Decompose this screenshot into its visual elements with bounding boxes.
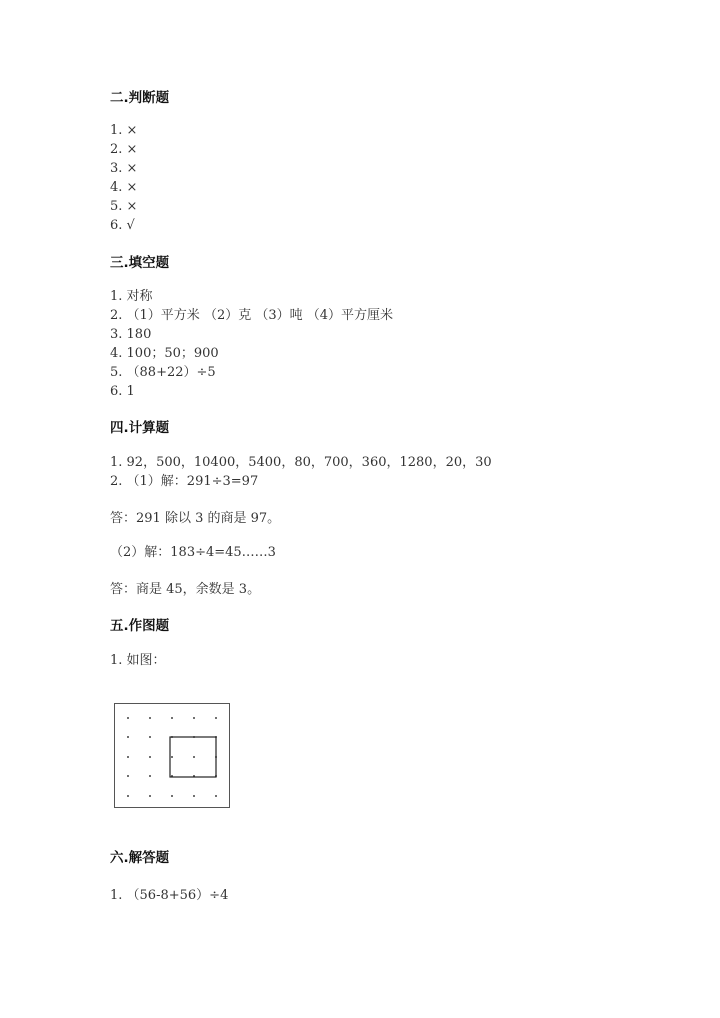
- answer-line: 1. 92，500，10400，5400，80，700，360，1280，20，30: [110, 455, 492, 470]
- grid-dot: [193, 717, 195, 719]
- answer-line: 2. （1）平方米 （2）克 （3）吨 （4）平方厘米: [110, 308, 394, 323]
- answer-line: 答：商是 45，余数是 3。: [110, 582, 261, 597]
- grid-dot: [171, 795, 173, 797]
- grid-dot: [171, 717, 173, 719]
- answer-line: 1. 对称: [110, 289, 153, 304]
- grid-dot: [149, 736, 151, 738]
- grid-dots: [127, 717, 217, 797]
- grid-dot: [193, 756, 195, 758]
- heading-fill-blank: 三.填空题: [110, 255, 170, 271]
- grid-dot: [127, 736, 129, 738]
- answer-line: 5. （88+22）÷5: [110, 365, 216, 380]
- grid-dot: [193, 795, 195, 797]
- heading-drawing: 五.作图题: [110, 618, 170, 634]
- heading-word-problems: 六.解答题: [110, 850, 170, 866]
- grid-dot: [149, 717, 151, 719]
- heading-judgement: 二.判断题: [110, 90, 170, 106]
- answer-line: 2. ×: [110, 142, 138, 157]
- grid-dot: [127, 717, 129, 719]
- grid-dot: [215, 795, 217, 797]
- answer-line: 3. ×: [110, 161, 138, 176]
- figure-frame: [115, 704, 230, 808]
- answer-line: 3. 180: [110, 327, 152, 342]
- grid-dot: [215, 717, 217, 719]
- answer-line: （2）解：183÷4=45……3: [110, 545, 276, 560]
- dot-grid-figure: [114, 703, 232, 809]
- answer-line: 1. （56-8+56）÷4: [110, 888, 229, 903]
- heading-calculation: 四.计算题: [110, 420, 170, 436]
- grid-dot: [127, 775, 129, 777]
- answer-line: 1. ×: [110, 123, 138, 138]
- answer-line: 4. ×: [110, 180, 138, 195]
- grid-dot: [149, 756, 151, 758]
- grid-dot: [149, 795, 151, 797]
- grid-dot: [127, 795, 129, 797]
- grid-dot: [171, 756, 173, 758]
- grid-dot: [149, 775, 151, 777]
- answer-line: 1. 如图：: [110, 653, 166, 668]
- answer-line: 6. √: [110, 218, 135, 233]
- answer-line: 6. 1: [110, 384, 135, 399]
- answer-line: 答：291 除以 3 的商是 97。: [110, 511, 281, 526]
- answer-line: 4. 100；50；900: [110, 346, 219, 361]
- answer-line: 2. （1）解：291÷3=97: [110, 474, 259, 489]
- answer-line: 5. ×: [110, 199, 138, 214]
- grid-dot: [127, 756, 129, 758]
